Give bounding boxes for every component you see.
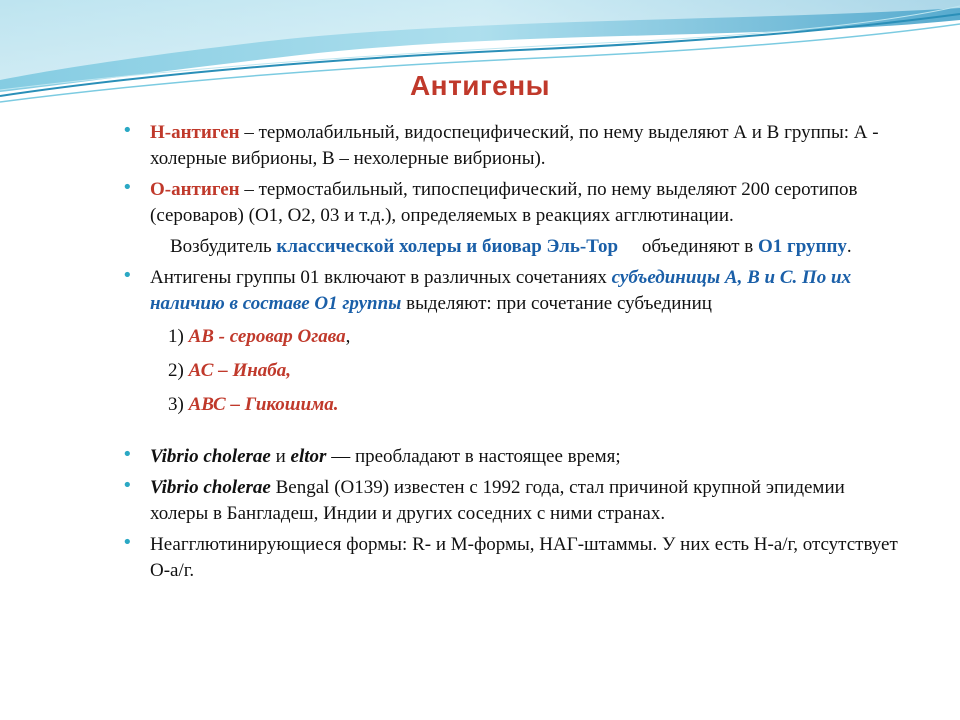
bullet-group01 [120, 265, 900, 317]
vibrio-and: и [270, 446, 291, 467]
pathogen-middle: объединяют в [618, 236, 759, 257]
eltor-name: eltor [290, 446, 327, 467]
subunit-text: АВС – Гикошима. [188, 394, 339, 415]
bullet-h-antigen [120, 120, 900, 172]
subunit-item-1 [120, 322, 900, 352]
subunit-text: АВ - серовар Огава [188, 326, 346, 347]
spacer [120, 424, 900, 444]
vibrio-eltor-text: — преобладают в настоящее время; [326, 446, 621, 467]
vibrio-bengal-name: Vibrio cholerae [150, 477, 271, 498]
subunit-num: 2) [168, 360, 189, 381]
subunit-item-3 [120, 390, 900, 420]
slide-title: Антигены [409, 70, 551, 101]
pathogen-end: . [846, 236, 852, 257]
subunit-end: , [345, 326, 351, 347]
bullet-vibrio-eltor [120, 444, 900, 470]
nag-text: Неагглютинирующиеся формы: R- и M-формы, НАГ-штаммы. У них есть Н-а/г, отсутствует О-а/г. [150, 534, 898, 581]
group01-prefix: Антигены группы 01 включают в различных сочетаниях [150, 267, 612, 288]
group01-highlight: субъединицы А, В и С. По их наличию в составе О1 группы [150, 267, 852, 314]
bullet-o-antigen [120, 177, 900, 229]
o-antigen-text: – термостабильный, типоспецифический, по нему выделяют 200 серотипов (сероваров) (О1, О2, 03 и т.д.), определяемых в реакциях агглютинации. [150, 179, 858, 226]
subunit-text: АС – Инаба, [188, 360, 292, 381]
pathogen-paragraph [120, 234, 900, 260]
pathogen-prefix: Возбудитель [170, 236, 277, 257]
subunit-num: 3) [168, 394, 189, 415]
o-antigen-term: О-антиген [150, 179, 240, 200]
slide-content [120, 120, 900, 589]
h-antigen-term: Н-антиген [150, 122, 240, 143]
vibrio-bengal-text: Bengal (O139) известен с 1992 года, стал причиной крупной эпидемии холеры в Бангладеш, Индии и других соседних с ними странах. [150, 477, 845, 524]
subunit-num: 1) [168, 326, 189, 347]
pathogen-group: О1 группу [758, 236, 847, 257]
bullet-nag [120, 532, 900, 584]
vibrio-name: Vibrio cholerae [150, 446, 271, 467]
h-antigen-text: – термолабильный, видоспецифический, по нему выделяют А и В группы: А - холерные вибрионы, В – нехолерные вибрионы). [150, 122, 879, 169]
bullet-vibrio-bengal [120, 475, 900, 527]
pathogen-highlight: классической холеры и биовар Эль-Тор [276, 236, 619, 257]
group01-suffix: выделяют: при сочетание субъединиц [401, 293, 712, 314]
subunit-item-2 [120, 356, 900, 386]
